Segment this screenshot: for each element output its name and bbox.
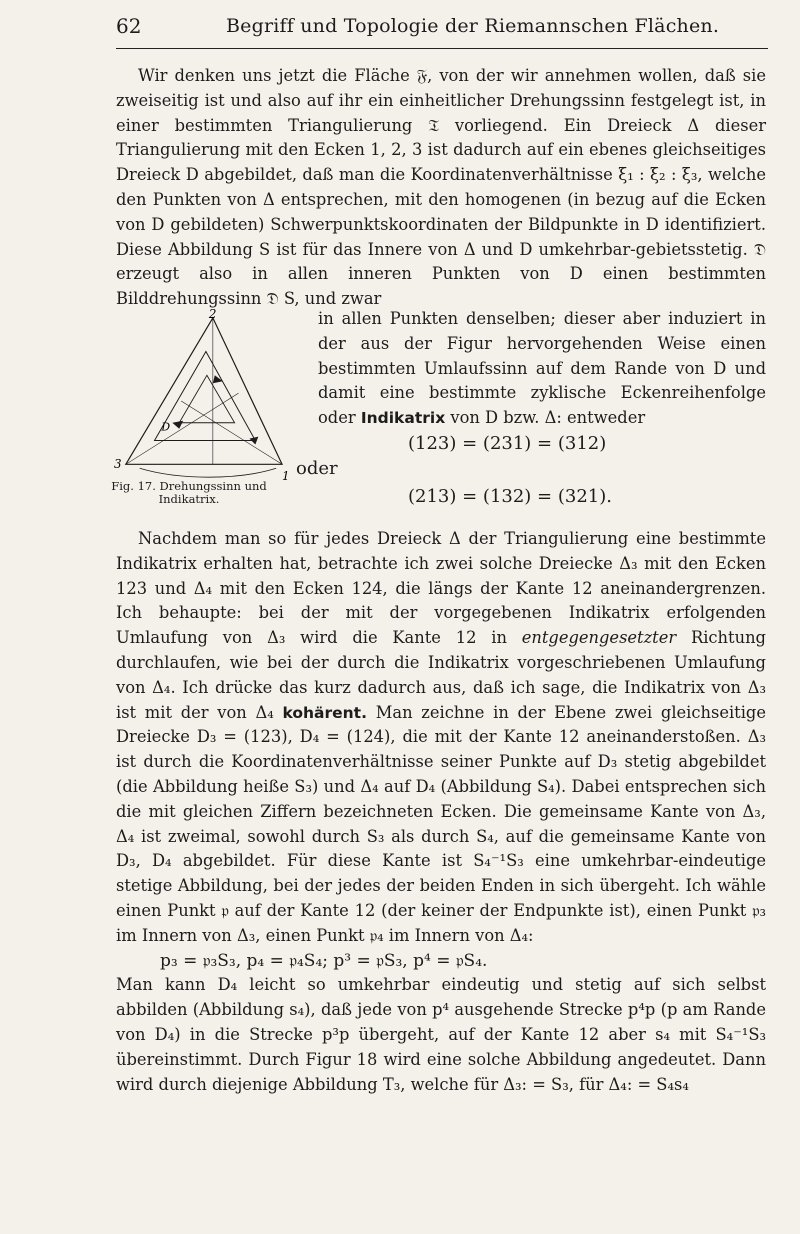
figure-block [111,306,766,527]
word-oder: oder [296,457,338,479]
kohaerent-text-c: Man zeichne in der Ebene zwei gleichseitige Dreiecke D₃ = (123), D₄ = (124), die mit der Kante 12 aneinanderstoßen. Δ₃ ist durch die Koordinatenverhältnisse seiner Punkte auf D₃ stetig abgebildet (die Abbildung heiße S₃) und Δ₄ auf D₄ (Abbildung S₄). Dabei entsprechen sich die mit gleichen Ziffern bezeichneten Ecken. Die gemeinsame Kante von Δ₃, Δ₄ ist zweimal, sowohl durch S₃ als durch S₄, auf die gemeinsame Kante von D₃, D₄ abgebildet. Für diese Kante ist S₄⁻¹S₃ eine umkehrbar-eindeutige stetige Abbildung, bei der jedes der beiden Enden in sich übergeht. Ich wähle einen Punkt 𝔭 auf der Kante 12 (der keiner der Endpunkte ist), einen Punkt 𝔭₃ im Innern von Δ₃, einen Punkt 𝔭₄ im Innern von Δ₄: [116,702,766,945]
figure-label-1: 1 [282,469,290,484]
term-entgegengesetzter: entgegengesetzter [521,628,677,648]
equation-points: p₃ = 𝔭₃S₃, p₄ = 𝔭₄S₄; p³ = 𝔭S₃, p⁴ = 𝔭S₄. [160,950,488,971]
term-indikatrix: Indikatrix [360,409,446,428]
figure-label-d: D [161,420,171,434]
kohaerent-text-b: Richtung durchlaufen, wie bei der durch die Indikatrix vorgeschriebenen Umlaufung von Δ₄. Ich drücke das kurz dadurch aus, daß ich sage, die Indikatrix von Δ₃ ist mit der von Δ₄ [116,628,766,722]
body-text [111,64,766,1097]
figure-label-2: 2 [208,306,217,321]
running-title: Begriff und Topologie der Riemannschen Flächen. [226,15,720,37]
figure-caption: Fig. 17. Drehungssinn und Indikatrix. [111,478,267,506]
paragraph-abbildung: Man kann D₄ leicht so umkehrbar eindeutig und stetig auf sich selbst abbilden (Abbildung s₄), daß jede von p⁴ ausgehende Strecke p⁴p (p am Rande von D₄) in die Strecke p³p übergeht, auf der Kante 12 aber s₄ mit S₄⁻¹S₃ übereinstimmt. Durch Figur 18 wird eine solche Abbildung angedeutet. Dann wird durch diejenige Abbildung T₃, welche für Δ₃: = S₃, für Δ₄: = S₄s₄ [116,975,766,1094]
kohaerent-text-a: Nachdem man so für jedes Dreieck Δ der Triangulierung eine bestimmte Indikatrix erhalten hat, betrachte ich zwei solche Dreiecke Δ₃ mit den Ecken 123 und Δ₄ mit den Ecken 124, die längs der Kante 12 aneinandergrenzen. Ich behaupte: bei der mit der vorgegebenen Indikatrix erfolgenden Umlaufung von Δ₃ wird die Kante 12 in [116,528,766,648]
paragraph-kohaerent [116,527,766,949]
equation-indikatrix-1: (123) = (231) = (312) [408,432,607,454]
figure-label-3: 3 [113,457,122,472]
paragraph-figure-side [318,307,766,431]
paragraph-intro: Wir denken uns jetzt die Fläche 𝔉, von der wir annehmen wollen, daß sie zweiseitig ist und also auf ihr ein einheitlicher Drehungssinn festgelegt ist, in einer bestimmten Triangulierung 𝔗 vorliegend. Ein Dreieck Δ dieser Triangulierung mit den Ecken 1, 2, 3 ist dadurch auf ein ebenes gleichseitiges Dreieck D abgebildet, daß man die Koordinatenverhältnisse ξ₁ : ξ₂ : ξ₃, welche den Punkten von Δ entsprechen, mit den homogenen (in bezug auf die Ecken von D gebildeten) Schwerpunktskoordinaten der Bildpunkte in D identifiziert. Diese Abbildung S ist für das Innere von Δ und D umkehrbar-gebietsstetig. 𝔇 erzeugt also in allen inneren Punkten von D einen bestimmten Bilddrehungssinn 𝔇 S, und zwar [116,66,766,309]
indikatrix-figure [110,306,290,490]
indikatrix-text-after: von D bzw. Δ: entweder [450,408,646,428]
equation-indikatrix-2: (213) = (132) = (321). [408,485,612,507]
indikatrix-text-before: in allen Punkten denselben; dieser aber induziert in der aus der Figur hervorgehenden Weise einen bestimmten Umlaufssinn auf dem Rande von D und damit eine bestimmte zyklische Eckenreihenfolge oder [318,308,766,428]
term-kohaerent: kohärent. [282,703,367,722]
page-number: 62 [116,14,142,38]
page-header [116,14,764,44]
header-rule [116,48,768,49]
